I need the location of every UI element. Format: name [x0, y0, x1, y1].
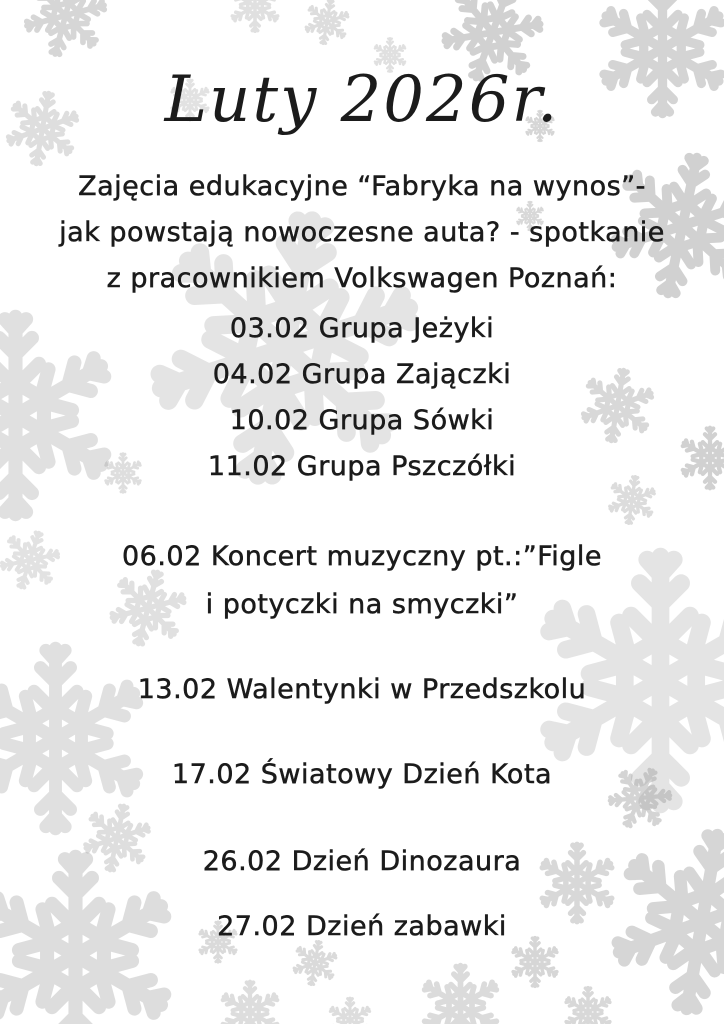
text-line: 10.02 Grupa Sówki: [229, 404, 495, 436]
event-walentynki: [0, 665, 724, 713]
snowflake-icon: [559, 983, 617, 1024]
text-line: i potyczki na smyczki”: [205, 588, 519, 620]
event-koncert-muzyczny: [0, 532, 724, 628]
text-line: 06.02 Koncert muzyczny pt.:”Figle: [121, 540, 603, 572]
text-line: 03.02 Grupa Jeżyki: [229, 312, 495, 344]
text-line: 26.02 Dzień Dinozaura: [202, 845, 522, 877]
text-line: 04.02 Grupa Zajączki: [212, 358, 512, 390]
poster-title: Luty 2026r.: [164, 63, 560, 137]
text-line: jak powstają nowoczesne auta? - spotkanie: [59, 216, 665, 248]
text-line: 13.02 Walentynki w Przedszkolu: [137, 673, 587, 705]
snowflake-icon: [413, 958, 508, 1024]
snowflake-icon: [297, 0, 357, 52]
snowflake-icon: [0, 631, 163, 846]
intro-paragraph: [0, 163, 724, 301]
snowflake-icon: [225, 0, 285, 36]
text-line: Zajęcia edukacyjne “Fabryka na wynos”-: [78, 170, 646, 202]
text-line: 11.02 Grupa Pszczółki: [207, 450, 517, 482]
text-line: 17.02 Światowy Dzień Kota: [171, 758, 553, 790]
event-dzien-zabawki: [0, 902, 724, 950]
event-dzien-dinozaura: [0, 837, 724, 885]
snowflake-icon: [214, 976, 286, 1024]
snowflake-icon: [324, 994, 376, 1024]
text-line: 27.02 Dzień zabawki: [217, 910, 507, 942]
event-swiatowy-dzien-kota: [0, 750, 724, 798]
group-sessions-list: [0, 305, 724, 489]
text-line: z pracownikiem Volkswagen Poznań:: [106, 262, 618, 294]
